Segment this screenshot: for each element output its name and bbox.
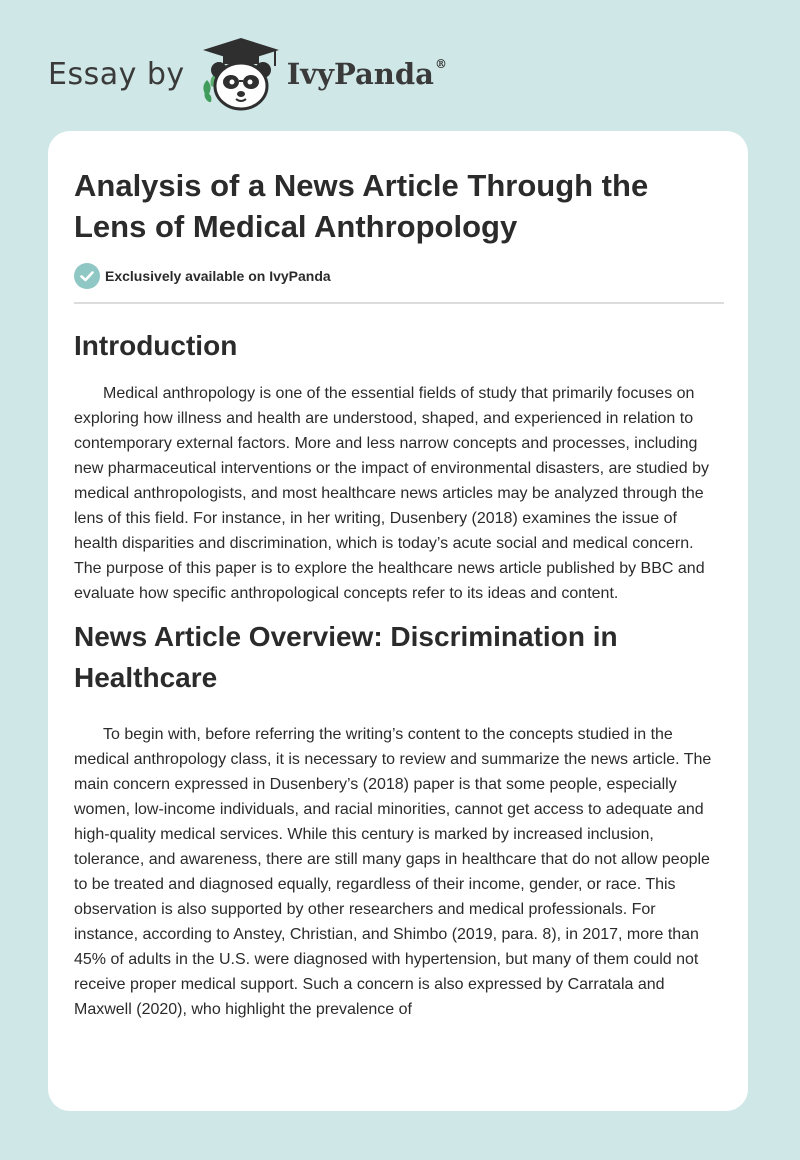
article-title: Analysis of a News Article Through the Lens of Medical Anthropology bbox=[74, 168, 649, 244]
divider bbox=[74, 302, 724, 304]
section-heading-news-overview: News Article Overview: Discrimination in Healthcare bbox=[74, 621, 618, 693]
exclusive-badge bbox=[74, 263, 724, 289]
checkmark-circle-icon bbox=[74, 263, 100, 289]
brand-name[interactable]: IvyPanda® bbox=[286, 57, 447, 91]
article-card bbox=[48, 131, 748, 1111]
exclusive-badge-text: Exclusively available on IvyPanda bbox=[105, 268, 331, 284]
registered-mark: ® bbox=[434, 57, 447, 71]
essay-by-label: Essay by bbox=[48, 56, 185, 92]
section-paragraph-news-overview: To begin with, before referring the writing’s content to the concepts studied in the medical anthropology class, it is necessary to review and summarize the news article. The main concern expressed in Dusenbery’s (2018) paper is that some people, especially women, low-income individuals, and racial minorities, cannot get access to adequate and high-quality medical services. While this century is marked by increased inclusion, tolerance, and awareness, there are still many gaps in healthcare that do not allow people to be treated and diagnosed equally, regardless of their income, gender, or race. This observation is also supported by other researchers and medical professionals. For instance, according to Anstey, Christian, and Shimbo (2019, para. 8), in 2017, more than 45% of adults in the U.S. were diagnosed with hypertension, but many of them could not receive proper medical support. Such a concern is also expressed by Carratala and Maxwell (2020), who highlight the prevalence of bbox=[74, 726, 712, 1018]
section-heading-introduction: Introduction bbox=[74, 330, 238, 361]
panda-graduate-logo-icon[interactable] bbox=[199, 36, 283, 112]
site-header bbox=[48, 34, 447, 114]
section-paragraph-introduction: Medical anthropology is one of the essential fields of study that primarily focuses on exploring how illness and health are understood, shaped, and experienced in relation to contemporary external factors. More and less narrow concepts and processes, including new pharmaceutical interventions or the impact of environmental disasters, are studied by medical anthropologists, and most healthcare news articles may be analyzed through the lens of this field. For instance, in her writing, Dusenbery (2018) examines the issue of health disparities and discrimination, which is today’s acute social and medical concern. The purpose of this paper is to explore the healthcare news article published by BBC and evaluate how specific anthropological concepts refer to its ideas and content. bbox=[74, 385, 709, 602]
